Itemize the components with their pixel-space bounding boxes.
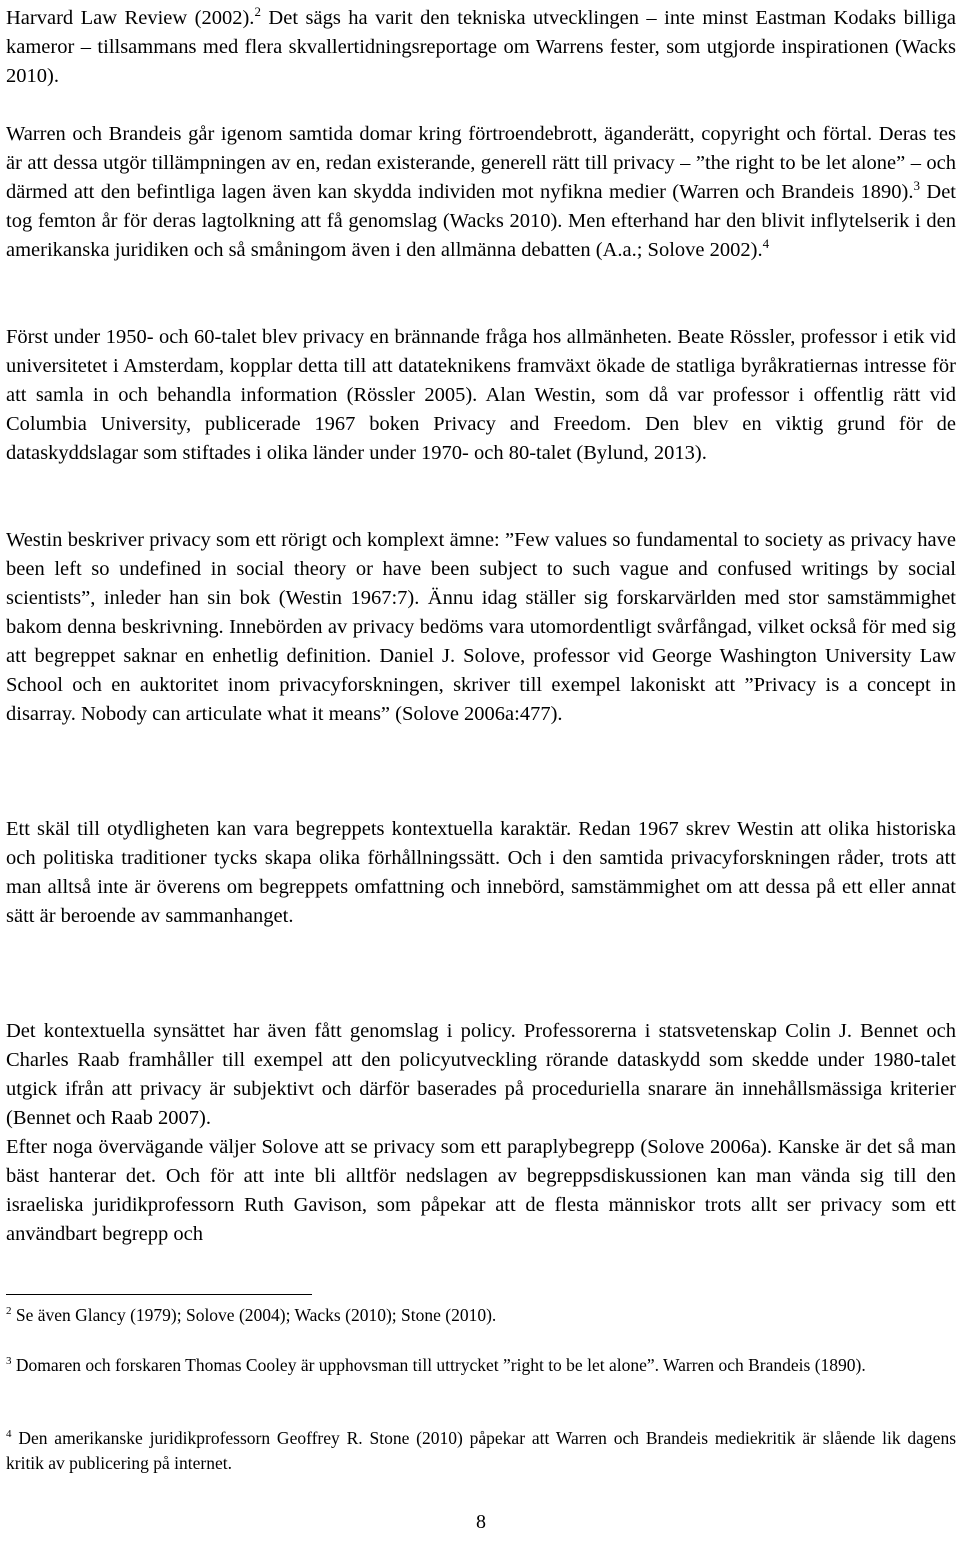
footnote-text: Domaren och forskaren Thomas Cooley är upphovsman till uttrycket ”right to be let alone”. Warren och Brandeis (1890).	[11, 1355, 866, 1375]
footnote-text: Den amerikanske juridikprofessorn Geoffrey R. Stone (2010) påpekar att Warren och Brandeis mediekritik är slående lik dagens kritik av publicering på internet.	[6, 1428, 956, 1473]
body-paragraph-3	[6, 323, 956, 468]
paragraph-text: Westin beskriver privacy som ett rörigt och komplext ämne: ”Few values so fundamental to society as privacy have been left so undefined in social theory or have been subject to such vague and confused writings by social scientists”, inleder han sin bok (Westin 1967:7). Ännu idag ställer sig forskarvärlden med stor samstämmighet bakom denna beskrivning. Innebörden av privacy bedöms vara utomordentligt svårfångad, vilket också för med sig att begreppet saknar en enhetlig definition. Daniel J. Solove, professor vid George Washington University Law School och en auktoritet inom privacyforskningen, skriver till exempel lakoniskt att ”Privacy is a concept in disarray. Nobody can articulate what it means” (Solove 2006a:477).	[6, 529, 956, 725]
footnote-reference-3: 3	[913, 178, 921, 194]
footnote-reference-4: 4	[762, 236, 770, 252]
footnote-number: 3	[6, 1355, 12, 1368]
footnote-2	[6, 1303, 956, 1328]
document-page	[6, 0, 956, 1545]
body-paragraph-6	[6, 1017, 956, 1133]
paragraph-text: Efter noga övervägande väljer Solove att se privacy som ett paraplybegrepp (Solove 2006a). Kanske är det så man bäst hanterar det. Och för att inte bli alltför nedslagen av begreppsdiskussionen kan man vända sig till den israeliska juridikprofessorn Ruth Gavison, som påpekar att de flesta människor trots allt ser privacy som ett användbart begrepp och	[6, 1136, 956, 1245]
body-paragraph-4	[6, 526, 956, 729]
page-number: 8	[476, 1511, 486, 1533]
footnote-number: 2	[6, 1305, 12, 1318]
paragraph-text: Först under 1950- och 60-talet blev privacy en brännande fråga hos allmänheten. Beate Rössler, professor i etik vid universitetet i Amsterdam, kopplar detta till att datateknikens framväxt ökade de statliga byråkratiernas intresse för att samla in och behandla information (Rössler 2005). Alan Westin, som då var professor i offentlig rätt vid Columbia University, publicerade 1967 boken Privacy and Freedom. Den blev en viktig grund för de dataskyddslagar som stiftades i olika länder under 1970- och 80-talet (Bylund, 2013).	[6, 326, 956, 464]
footnote-text: Se även Glancy (1979); Solove (2004); Wacks (2010); Stone (2010).	[11, 1305, 497, 1325]
paragraph-text: Harvard Law Review (2002).	[6, 7, 255, 29]
footnote-reference-2: 2	[254, 4, 261, 20]
footnote-number: 4	[6, 1428, 12, 1441]
paragraph-text: Det tog femton år för deras lagtolkning att få genomslag (Wacks 2010). Men efterhand har den blivit inflytelserik i den amerikanska juridiken och så småningom även i den allmänna debatten (A.a.; Solove 2002).	[6, 181, 956, 261]
paragraph-text: Det kontextuella synsättet har även fått genomslag i policy. Professorerna i statsvetenskap Colin J. Bennet och Charles Raab framhåller till exempel att den policyutveckling rörande dataskydd som skedde under 1980-talet utgick ifrån att privacy är subjektivt och därför baserades på proceduriella snarare än innehållsmässiga kriterier (Bennet och Raab 2007).	[6, 1020, 956, 1129]
footnote-3	[6, 1353, 956, 1378]
body-paragraph-5	[6, 815, 956, 931]
footnote-separator	[6, 1294, 312, 1295]
body-paragraph-2	[6, 120, 956, 265]
footnote-4	[6, 1426, 956, 1476]
paragraph-text: Det sägs ha varit den tekniska utvecklingen – inte minst Eastman Kodaks billiga kameror – tillsammans med flera skvallertidningsreportage om Warrens fester, som utgjorde inspirationen (Wacks 2010).	[6, 7, 956, 87]
body-paragraph-1	[6, 4, 956, 91]
paragraph-text: Ett skäl till otydligheten kan vara begreppets kontextuella karaktär. Redan 1967 skrev Westin att olika historiska och politiska traditioner tycks skapa olika förhållningssätt. Och i den samtida privacyforskningen råder, trots att man alltså inte är överens om begreppets omfattning och innebörd, samstämmighet om att dessa på ett eller annat sätt är beroende av sammanhanget.	[6, 818, 956, 927]
body-paragraph-7	[6, 1133, 956, 1249]
paragraph-text: Warren och Brandeis går igenom samtida domar kring förtroendebrott, äganderätt, copyright och förtal. Deras tes är att dessa utgör tillämpningen av en, redan existerande, generell rätt till privacy – ”the right to be let alone” – och därmed att den befintliga lagen även kan skydda individen mot nyfikna medier (Warren och Brandeis 1890).	[6, 123, 956, 203]
